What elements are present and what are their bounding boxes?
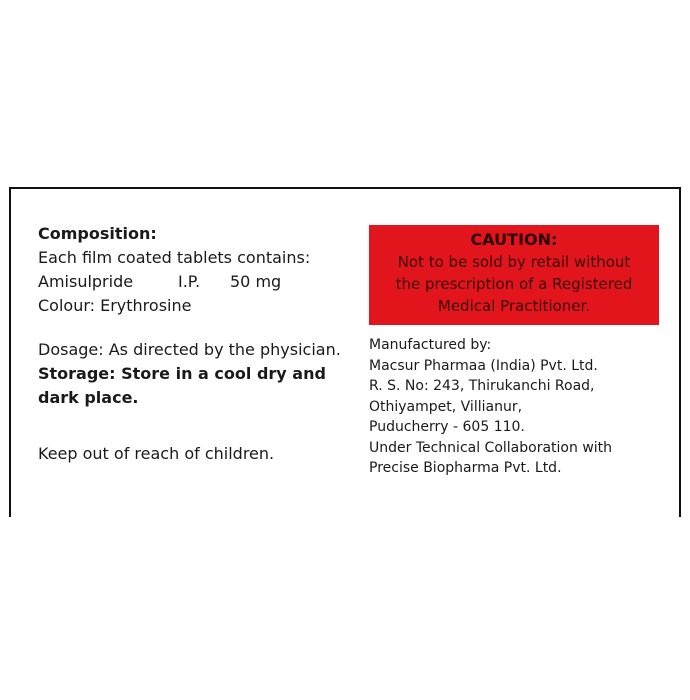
drug-strength: 50 mg <box>230 272 282 291</box>
drug-standard: I.P. <box>178 272 201 291</box>
composition-intro: Each film coated tablets contains: <box>38 248 311 267</box>
label-panel <box>9 187 681 517</box>
manufacturer-heading: Manufactured by: <box>369 337 492 353</box>
collaboration-line: Under Technical Collaboration with <box>369 439 613 456</box>
manufacturer-name: Macsur Pharmaa (India) Pvt. Ltd. <box>369 357 598 374</box>
manufacturer-address-2: Othiyampet, Villianur, <box>369 398 523 415</box>
dosage-line: Dosage: As directed by the physician. <box>38 340 341 359</box>
children-warning: Keep out of reach of children. <box>38 444 275 463</box>
caution-line-3: Medical Practitioner. <box>437 297 591 315</box>
manufacturer-address-1: R. S. No: 243, Thirukanchi Road, <box>369 378 595 394</box>
drug-name: Amisulpride <box>38 272 134 291</box>
caution-box <box>369 225 659 325</box>
caution-line-2: the prescription of a Registered <box>395 275 633 293</box>
composition-heading: Composition: <box>38 224 157 243</box>
colour-line: Colour: Erythrosine <box>38 296 192 315</box>
storage-line-1: Storage: Store in a cool dry and <box>38 364 326 383</box>
manufacturer-address-3: Puducherry - 605 110. <box>369 419 525 435</box>
storage-line-2: dark place. <box>38 388 139 407</box>
caution-title: CAUTION: <box>470 230 558 249</box>
manufacturer-block <box>369 335 669 479</box>
collaboration-partner: Precise Biopharma Pvt. Ltd. <box>369 460 562 476</box>
caution-line-1: Not to be sold by retail without <box>397 253 631 271</box>
drug-row <box>38 270 368 294</box>
left-column <box>38 222 368 466</box>
